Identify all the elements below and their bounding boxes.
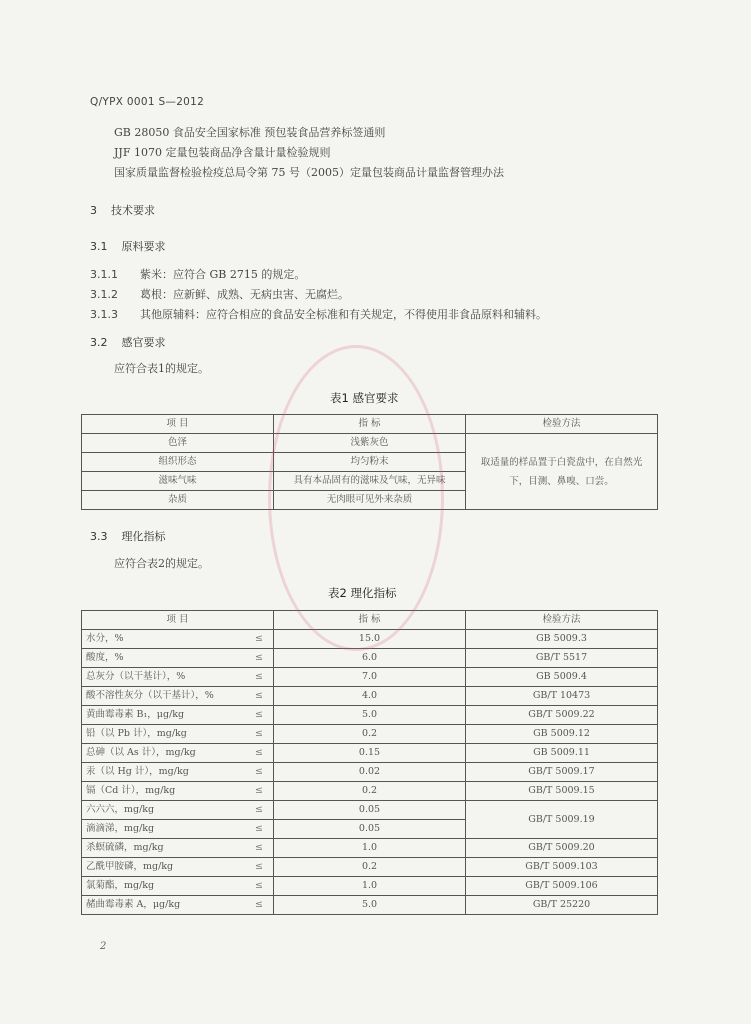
- row-index: 浅紫灰色: [274, 434, 466, 453]
- header-method: 检验方法: [466, 611, 658, 630]
- row-method: GB 5009.11: [466, 744, 658, 763]
- row-value: 15.0: [274, 630, 466, 649]
- row-item: 汞（以 Hg 计），mg/kg: [82, 763, 246, 782]
- clause-number: 3.1.1: [90, 268, 118, 281]
- clause-text: 紫米：应符合 GB 2715 的规定。: [140, 268, 306, 281]
- row-item: 六六六，mg/kg: [82, 801, 246, 820]
- row-method: GB/T 5009.20: [466, 839, 658, 858]
- clause-text: 葛根：应新鲜、成熟、无病虫害、无腐烂。: [140, 288, 349, 301]
- row-item: 水分，%: [82, 630, 246, 649]
- row-value: 0.2: [274, 782, 466, 801]
- sensory-requirements-table: [81, 414, 658, 510]
- row-item: 色泽: [82, 434, 274, 453]
- table-row: [82, 858, 658, 877]
- row-method: GB/T 5517: [466, 649, 658, 668]
- header-method: 检验方法: [466, 415, 658, 434]
- section-number: 3.1: [90, 240, 108, 253]
- row-item: 总砷（以 As 计），mg/kg: [82, 744, 246, 763]
- section-3-2-note: 应符合表1的规定。: [114, 362, 209, 375]
- row-item: 滴滴涕，mg/kg: [82, 820, 246, 839]
- page-number: 2: [100, 941, 107, 952]
- section-3-heading: [90, 202, 155, 218]
- section-title: 理化指标: [121, 530, 166, 543]
- row-method: GB 5009.3: [466, 630, 658, 649]
- table-row: [82, 896, 658, 915]
- section-3-1-heading: [90, 238, 166, 254]
- header-item: 项 目: [82, 415, 274, 434]
- row-value: 0.2: [274, 858, 466, 877]
- row-value: 0.2: [274, 725, 466, 744]
- row-value: 1.0: [274, 877, 466, 896]
- row-item: 滋味气味: [82, 472, 274, 491]
- table-row: [82, 687, 658, 706]
- row-comparator: ≤: [246, 725, 274, 744]
- row-method: GB 5009.12: [466, 725, 658, 744]
- clause-text: 其他原辅料：应符合相应的食品安全标准和有关规定，不得使用非食品原料和辅料。: [140, 308, 547, 321]
- table-header-row: [82, 415, 658, 434]
- section-3-3-heading: [90, 528, 166, 544]
- row-comparator: ≤: [246, 763, 274, 782]
- row-comparator: ≤: [246, 649, 274, 668]
- document-code: Q/YPX 0001 S—2012: [90, 96, 205, 108]
- row-comparator: ≤: [246, 706, 274, 725]
- row-comparator: ≤: [246, 744, 274, 763]
- row-item: 黄曲霉毒素 B₁，μg/kg: [82, 706, 246, 725]
- row-method: GB/T 5009.15: [466, 782, 658, 801]
- row-item: 酸度，%: [82, 649, 246, 668]
- row-value: 0.02: [274, 763, 466, 782]
- row-item: 铅（以 Pb 计），mg/kg: [82, 725, 246, 744]
- row-comparator: ≤: [246, 839, 274, 858]
- table-row: [82, 725, 658, 744]
- row-item: 总灰分（以干基计），%: [82, 668, 246, 687]
- table-row: [82, 649, 658, 668]
- table-row: [82, 801, 658, 820]
- row-comparator: ≤: [246, 782, 274, 801]
- row-comparator: ≤: [246, 858, 274, 877]
- header-item: 项 目: [82, 611, 274, 630]
- table-header-row: [82, 611, 658, 630]
- row-comparator: ≤: [246, 801, 274, 820]
- row-method: GB/T 5009.22: [466, 706, 658, 725]
- row-item: 酸不溶性灰分（以干基计），%: [82, 687, 246, 706]
- clause-3-1-1: [90, 266, 305, 282]
- clause-number: 3.1.2: [90, 288, 118, 301]
- header-index: 指 标: [274, 415, 466, 434]
- row-value: 6.0: [274, 649, 466, 668]
- row-comparator: ≤: [246, 668, 274, 687]
- table2-caption: 表2 理化指标: [328, 586, 397, 600]
- row-item: 杂质: [82, 491, 274, 510]
- row-index: 均匀粉末: [274, 453, 466, 472]
- row-value: 5.0: [274, 706, 466, 725]
- row-comparator: ≤: [246, 687, 274, 706]
- table-row: [82, 763, 658, 782]
- table-row: [82, 706, 658, 725]
- section-number: 3.2: [90, 336, 108, 349]
- row-item: 组织形态: [82, 453, 274, 472]
- table-row: [82, 744, 658, 763]
- table-row: [82, 839, 658, 858]
- row-comparator: ≤: [246, 820, 274, 839]
- row-method: GB 5009.4: [466, 668, 658, 687]
- row-item: 赭曲霉毒素 A，μg/kg: [82, 896, 246, 915]
- row-value: 0.05: [274, 820, 466, 839]
- row-method: GB/T 25220: [466, 896, 658, 915]
- table-row: [82, 782, 658, 801]
- table-row: [82, 434, 658, 453]
- row-item: 杀螟硫磷，mg/kg: [82, 839, 246, 858]
- section-number: 3: [90, 204, 97, 217]
- clause-3-1-3: [90, 306, 547, 322]
- physicochemical-table: [81, 610, 658, 915]
- row-value: 4.0: [274, 687, 466, 706]
- table-row: [82, 630, 658, 649]
- section-3-3-note: 应符合表2的规定。: [114, 557, 209, 570]
- section-title: 技术要求: [111, 204, 155, 217]
- row-value: 1.0: [274, 839, 466, 858]
- table-row: [82, 877, 658, 896]
- table1-caption: 表1 感官要求: [330, 391, 399, 405]
- row-method: GB/T 5009.19: [466, 801, 658, 839]
- section-title: 感官要求: [121, 336, 166, 349]
- clause-3-1-2: [90, 286, 349, 302]
- row-value: 7.0: [274, 668, 466, 687]
- row-item: 镉（Cd 计），mg/kg: [82, 782, 246, 801]
- row-method: GB/T 10473: [466, 687, 658, 706]
- row-index: 具有本品固有的滋味及气味，无异味: [274, 472, 466, 491]
- row-item: 乙酰甲胺磷，mg/kg: [82, 858, 246, 877]
- row-value: 0.15: [274, 744, 466, 763]
- row-index: 无肉眼可见外来杂质: [274, 491, 466, 510]
- header-index: 指 标: [274, 611, 466, 630]
- reference-gb28050: GB 28050 食品安全国家标准 预包装食品营养标签通则: [114, 126, 386, 139]
- row-item: 氯菊酯，mg/kg: [82, 877, 246, 896]
- row-comparator: ≤: [246, 877, 274, 896]
- sensory-method: 取适量的样品置于白瓷盘中，在自然光下，目测、鼻嗅、口尝。: [466, 434, 658, 510]
- section-number: 3.3: [90, 530, 108, 543]
- section-3-2-heading: [90, 334, 166, 350]
- row-comparator: ≤: [246, 630, 274, 649]
- reference-jjf1070: JJF 1070 定量包装商品净含量计量检验规则: [114, 146, 331, 159]
- row-method: GB/T 5009.106: [466, 877, 658, 896]
- row-method: GB/T 5009.103: [466, 858, 658, 877]
- clause-number: 3.1.3: [90, 308, 118, 321]
- section-title: 原料要求: [121, 240, 166, 253]
- row-value: 0.05: [274, 801, 466, 820]
- row-comparator: ≤: [246, 896, 274, 915]
- reference-order-75: 国家质量监督检验检疫总局令第 75 号（2005）定量包装商品计量监督管理办法: [114, 166, 504, 179]
- row-value: 5.0: [274, 896, 466, 915]
- table-row: [82, 668, 658, 687]
- row-method: GB/T 5009.17: [466, 763, 658, 782]
